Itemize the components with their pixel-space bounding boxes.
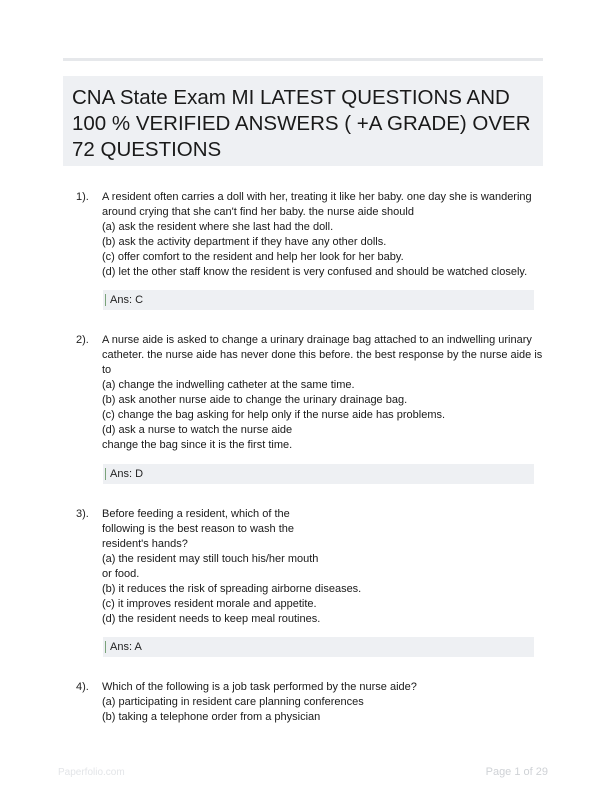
question-line: resident's hands?	[102, 538, 188, 550]
question-number: 1).	[76, 191, 89, 203]
question-line: Before feeding a resident, which of the	[102, 508, 290, 520]
option-d: (d) ask a nurse to watch the nurse aide	[102, 424, 293, 436]
title-line: CNA State Exam MI LATEST QUESTIONS AND	[72, 86, 510, 109]
top-divider	[63, 58, 543, 61]
question-line: around crying that she can't find her baby. the nurse aide should	[102, 206, 414, 218]
option-d: (d) the resident needs to keep meal routines.	[102, 613, 321, 625]
title-line: 72 QUESTIONS	[72, 138, 222, 161]
option-b: (b) taking a telephone order from a physician	[102, 711, 321, 723]
option-c: (c) it improves resident morale and appetite.	[102, 598, 317, 610]
option-b: (b) ask another nurse aide to change the urinary drainage bag.	[102, 394, 408, 406]
question-line: A nurse aide is asked to change a urinary drainage bag attached to an indwelling urinary	[102, 334, 532, 346]
answer-box: Ans: A	[103, 637, 534, 657]
answer-box: Ans: D	[103, 464, 534, 484]
document-title	[72, 85, 535, 163]
option-b: (b) it reduces the risk of spreading airborne diseases.	[102, 583, 362, 595]
option-b: (b) ask the activity department if they have any other dolls.	[102, 236, 387, 248]
question-text	[102, 190, 536, 280]
option-c: (c) offer comfort to the resident and help her look for her baby.	[102, 251, 404, 263]
question-text	[102, 507, 536, 627]
question-line: following is the best reason to wash the	[102, 523, 295, 535]
option-a: (a) the resident may still touch his/her mouth	[102, 553, 319, 565]
title-line: 100 % VERIFIED ANSWERS ( +A GRADE) OVER	[72, 112, 531, 135]
footer-watermark: Paperfolio.com	[58, 767, 125, 778]
question-number: 3).	[76, 508, 89, 520]
title-banner	[63, 76, 543, 166]
option-c: (c) change the bag asking for help only if the nurse aide has problems.	[102, 409, 446, 421]
answer-box: Ans: C	[103, 290, 534, 310]
option-a: (a) participating in resident care planning conferences	[102, 696, 364, 708]
question-line: A resident often carries a doll with her, treating it like her baby. one day she is wandering	[102, 191, 532, 203]
question-line: catheter. the nurse aide has never done this before. the best response by the nurse aide is	[102, 349, 543, 361]
option-a: (a) ask the resident where she last had the doll.	[102, 221, 334, 233]
option-a: (a) change the indwelling catheter at the same time.	[102, 379, 355, 391]
question-text	[102, 333, 543, 453]
question-text	[102, 680, 536, 725]
option-d-continued: change the bag since it is the first time.	[102, 439, 293, 451]
option-d: (d) let the other staff know the resident is very confused and should be watched closely.	[102, 266, 528, 278]
question-number: 4).	[76, 681, 89, 693]
option-a-continued: or food.	[102, 568, 140, 580]
question-number: 2).	[76, 334, 89, 346]
question-line: Which of the following is a job task performed by the nurse aide?	[102, 681, 417, 693]
page-number: Page 1 of 29	[485, 766, 548, 778]
question-line: to	[102, 364, 112, 376]
